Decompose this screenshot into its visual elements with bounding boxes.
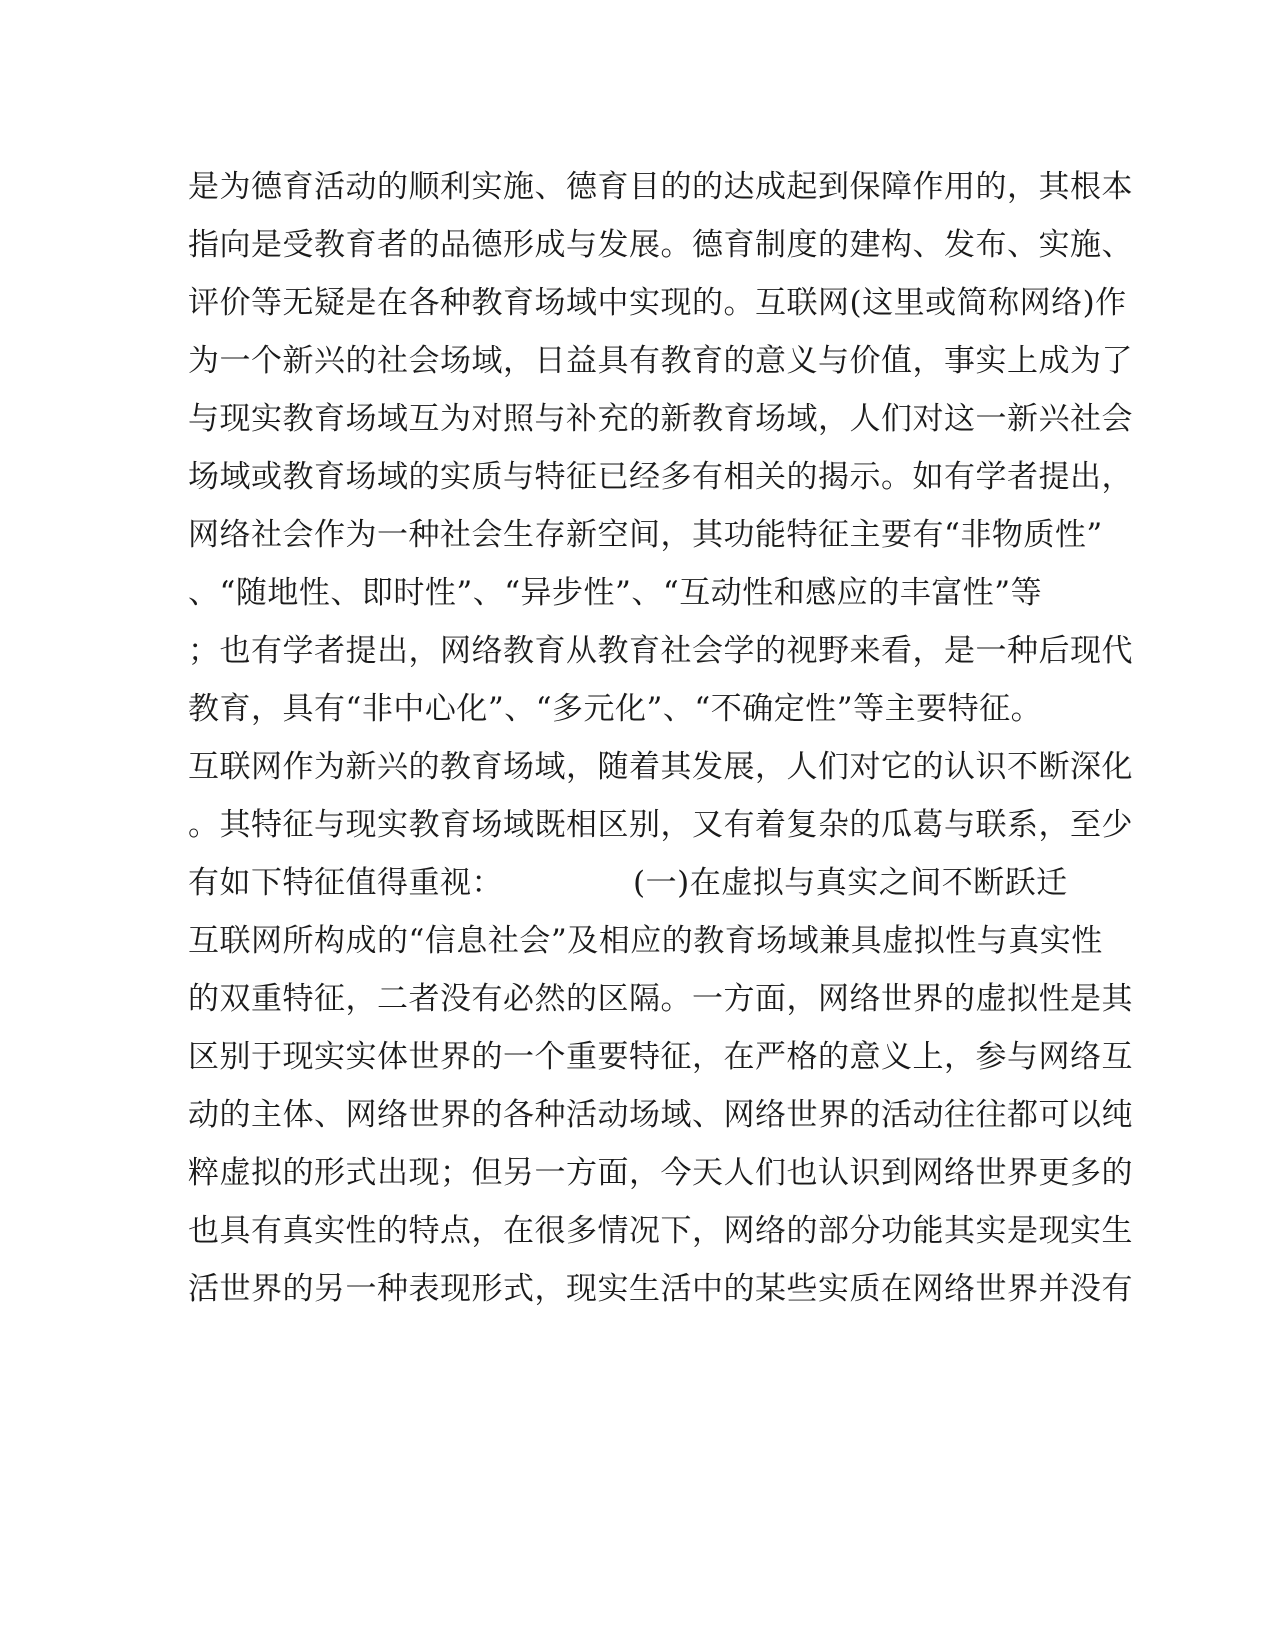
text-line: ；也有学者提出，网络教育从教育社会学的视野来看，是一种后现代 xyxy=(188,633,1133,669)
text-line: 有如下特征值得重视： xyxy=(188,865,503,901)
text-line: 区别于现实实体世界的一个重要特征，在严格的意义上，参与网络互 xyxy=(188,1039,1133,1075)
text-line: 活世界的另一种表现形式，现实生活中的某些实质在网络世界并没有 xyxy=(188,1271,1133,1307)
text-line: 粹虚拟的形式出现；但另一方面，今天人们也认识到网络世界更多的 xyxy=(188,1155,1133,1191)
section-heading: (一)在虚拟与真实之间不断跃迁 xyxy=(633,865,1068,901)
text-line: 也具有真实性的特点，在很多情况下，网络的部分功能其实是现实生 xyxy=(188,1213,1133,1249)
text-line: 网络社会作为一种社会生存新空间，其功能特征主要有“非物质性” xyxy=(188,517,1103,553)
text-line-with-heading xyxy=(188,854,1068,912)
text-line: 互联网作为新兴的教育场域，随着其发展，人们对它的认识不断深化 xyxy=(188,749,1133,785)
text-line: 教育，具有“非中心化”、“多元化”、“不确定性”等主要特征。 xyxy=(188,691,1043,727)
text-line: 、“随地性、即时性”、“异步性”、“互动性和感应的丰富性”等 xyxy=(188,575,1043,611)
text-line: 场域或教育场域的实质与特征已经多有相关的揭示。如有学者提出， xyxy=(188,459,1133,495)
text-line: 互联网所构成的“信息社会”及相应的教育场域兼具虚拟性与真实性 xyxy=(188,923,1103,959)
text-line: 。其特征与现实教育场域既相区别，又有着复杂的瓜葛与联系，至少 xyxy=(188,807,1133,843)
text-line: 指向是受教育者的品德形成与发展。德育制度的建构、发布、实施、 xyxy=(188,227,1133,263)
text-line: 为一个新兴的社会场域，日益具有教育的意义与价值，事实上成为了 xyxy=(188,343,1133,379)
body-text xyxy=(188,158,1133,1318)
text-line: 的双重特征，二者没有必然的区隔。一方面，网络世界的虚拟性是其 xyxy=(188,981,1133,1017)
text-line: 评价等无疑是在各种教育场域中实现的。互联网(这里或简称网络)作 xyxy=(188,285,1127,321)
text-line: 动的主体、网络世界的各种活动场域、网络世界的活动往往都可以纯 xyxy=(188,1097,1133,1133)
text-line: 是为德育活动的顺利实施、德育目的的达成起到保障作用的，其根本 xyxy=(188,169,1133,205)
text-line: 与现实教育场域互为对照与补充的新教育场域，人们对这一新兴社会 xyxy=(188,401,1133,437)
